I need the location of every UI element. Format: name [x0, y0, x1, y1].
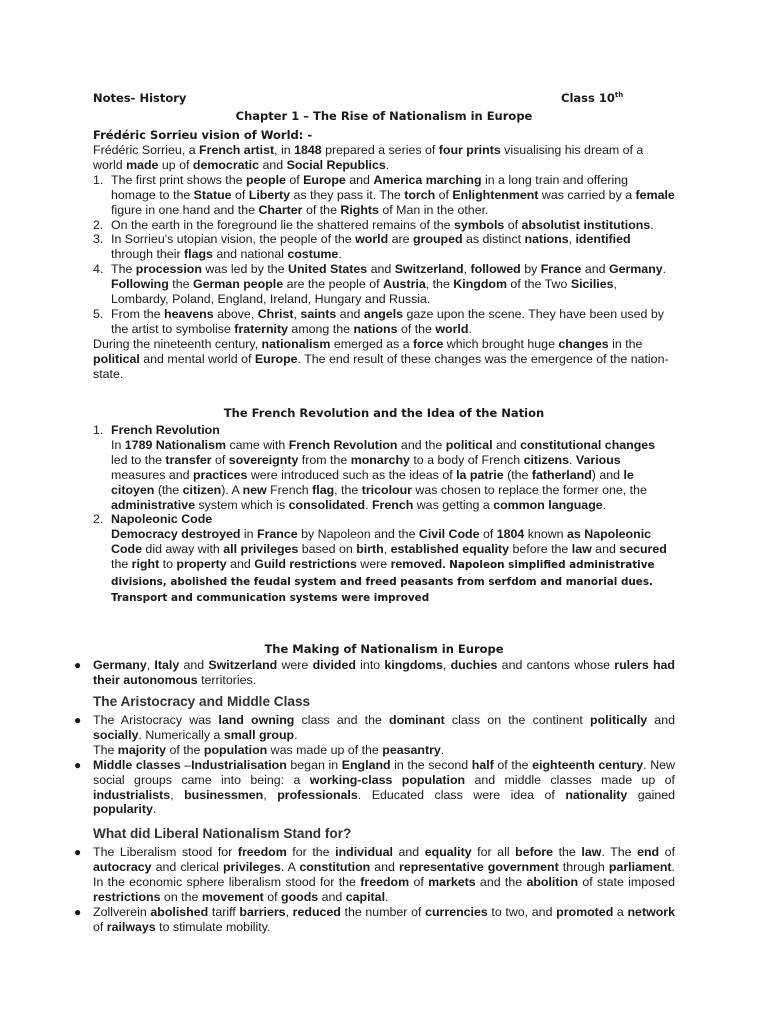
liberal-nationalism-heading: What did Liberal Nationalism Stand for?	[93, 826, 352, 841]
list-item-text: The majority of the population was made up of the peasantry.	[93, 742, 445, 757]
list-item	[74, 845, 676, 905]
making-nationalism-section	[74, 658, 675, 688]
bullet-icon: ●	[74, 904, 82, 919]
list-item: 1. French Revolution In 1789 Nationalism came with French Revolution and the political and constitutional changes led to the transfer of sovereignty from the monarchy to a body of French citizens. Various measures and practices were introduced such as the ideas of la patrie (the fatherland) and le citoyen (the citizen). A new French flag, the tricolour was chosen to replace the former one, the administrative system which is consolidated. French was getting a common language.	[93, 423, 656, 512]
napoleonic-code-extra: Napoleon simplified administrative divisions, abolished the feudal system and freed peasants from serfdom and manorial dues. Transport and communication systems were improved	[111, 559, 655, 605]
bullet-icon: ●	[74, 845, 82, 859]
aristocracy-section	[74, 713, 676, 817]
list-item: 2. On the earth in the foreground lie the shattered remains of the symbols of absolutist institutions.	[93, 217, 654, 232]
napoleonic-code-title: Napoleonic Code	[111, 512, 213, 527]
french-revolution-body: In 1789 Nationalism came with French Revolution and the political and constitutional changes led to the transfer of sovereignty from the monarchy to a body of French citizens. Various measures and practices were introduced such as the ideas of la patrie (the fatherland) and le citoyen (the citizen). A new French flag, the tricolour was chosen to replace the former one, the administrative system which is consolidated. French was getting a common language.	[111, 437, 656, 512]
list-item: 1. The first print shows the people of Europe and America marching in a long train and offering homage to the Statue of Liberty as they pass it. The torch of Enlightenment was carried by a female figure in one hand and the Charter of the Rights of Man in the other.	[93, 172, 675, 217]
list-item: 5. From the heavens above, Christ, saints and angels gaze upon the scene. They have been used by the artist to symbolise fraternity among the nations of the world.	[93, 306, 664, 336]
list-item-text: Zollverein abolished tariff barriers, reduced the number of currencies to two, and promoted a network of railways to stimulate mobility.	[93, 904, 675, 934]
french-revolution-heading: The French Revolution and the Idea of the Nation	[223, 406, 545, 420]
list-item-text: Germany, Italy and Switzerland were divided into kingdoms, duchies and cantons whose rulers had their autonomous territories.	[93, 658, 675, 687]
list-item-text: In Sorrieu's utopian vision, the people of the world are grouped as distinct nations, identified through their flags and national costume.	[111, 232, 631, 262]
napoleonic-code-body: Democracy destroyed in France by Napoleon and the Civil Code of 1804 known as Napoleonic Code did away with all privileges based on birth, established equality before the law and secured the right to property and Guild restrictions were removed.	[111, 527, 667, 572]
class-superscript: th	[614, 91, 624, 99]
aristocracy-heading: The Aristocracy and Middle Class	[93, 694, 311, 709]
sorrieu-list	[93, 173, 675, 337]
making-nationalism-list	[74, 658, 675, 688]
bullet-icon: ●	[74, 757, 82, 772]
sorrieu-heading: Frédéric Sorrieu vision of World: -	[93, 128, 313, 142]
aristocracy-list	[74, 713, 676, 817]
list-item-text: The procession was led by the United States and Switzerland, followed by France and Germany. Following the German people are the people of Austria, the Kingdom of the Two Sicilies, Lombardy, Poland, England, Ireland, Hungary and Russia.	[111, 262, 667, 307]
bullet-icon: ●	[74, 658, 82, 672]
list-item-text: From the heavens above, Christ, saints and angels gaze upon the scene. They have been used by the artist to symbolise fraternity among the nations of the world.	[111, 306, 664, 336]
list-item-text: The first print shows the people of Europe and America marching in a long train and offering homage to the Statue of Liberty as they pass it. The torch of Enlightenment was carried by a female figure in one hand and the Charter of the Rights of Man in the other.	[111, 172, 675, 217]
class-label: Class 10	[561, 91, 615, 105]
sorrieu-section	[93, 143, 675, 382]
list-item: 4. The procession was led by the United States and Switzerland, followed by France and Germany. Following the German people are the people of Austria, the Kingdom of the Two Sicilies, Lombardy, Poland, England, Ireland, Hungary and Russia.	[93, 262, 667, 307]
french-revolution-section	[93, 423, 675, 607]
class-header	[561, 91, 623, 105]
list-item-text: On the earth in the foreground lie the shattered remains of the symbols of absolutist institutions.	[111, 217, 654, 232]
list-item: 2. Napoleonic Code Democracy destroyed in France by Napoleon and the Civil Code of 1804 known as Napoleonic Code did away with all privileges based on birth, established equality before the law and secured the right to property and Guild restrictions were removed. Napoleon simplified administrative divisions, abolished the feudal system and freed peasants from serfdom and manorial dues. Transport and communication systems were improved	[93, 512, 667, 605]
french-revolution-list	[93, 423, 675, 607]
list-item	[74, 757, 676, 818]
nationalism-closing: During the nineteenth century, nationalism emerged as a force which brought huge changes in the political and mental world of Europe. The end result of these changes was the emergence of the nation-state.	[93, 336, 669, 381]
list-item	[74, 658, 675, 688]
list-item-text: Middle classes –Industrialisation began in England in the second half of the eighteenth century. New social groups came into being: a working-class population and middle classes made up of industrialists, businessmen, professionals. Educated class were idea of nationality gained popularity.	[93, 757, 676, 817]
list-item-text: The Aristocracy was land owning class and the dominant class on the continent politically and socially. Numerically a small group.	[93, 713, 675, 742]
making-nationalism-heading: The Making of Nationalism in Europe	[264, 642, 504, 656]
list-item: 3. In Sorrieu's utopian vision, the people of the world are grouped as distinct nations, identified through their flags and national costume.	[93, 232, 631, 262]
list-item	[74, 713, 675, 758]
list-item	[74, 904, 675, 935]
subject-header: Notes- History	[93, 91, 187, 105]
chapter-title: Chapter 1 – The Rise of Nationalism in Europe	[235, 109, 533, 123]
liberal-nationalism-section	[74, 845, 676, 934]
french-revolution-title: French Revolution	[111, 423, 220, 437]
list-item-text: The Liberalism stood for freedom for the individual and equality for all before the law. The end of autocracy and clerical privileges. A constitution and representative government through parliament. In the economic sphere liberalism stood for the freedom of markets and the abolition of state imposed restrictions on the movement of goods and capital.	[93, 845, 676, 904]
sorrieu-intro: Frédéric Sorrieu, a French artist, in 1848 prepared a series of four prints visualising his dream of a world made up of democratic and Social Republics.	[93, 143, 644, 172]
liberal-nationalism-list	[74, 845, 676, 934]
bullet-icon: ●	[74, 713, 82, 727]
